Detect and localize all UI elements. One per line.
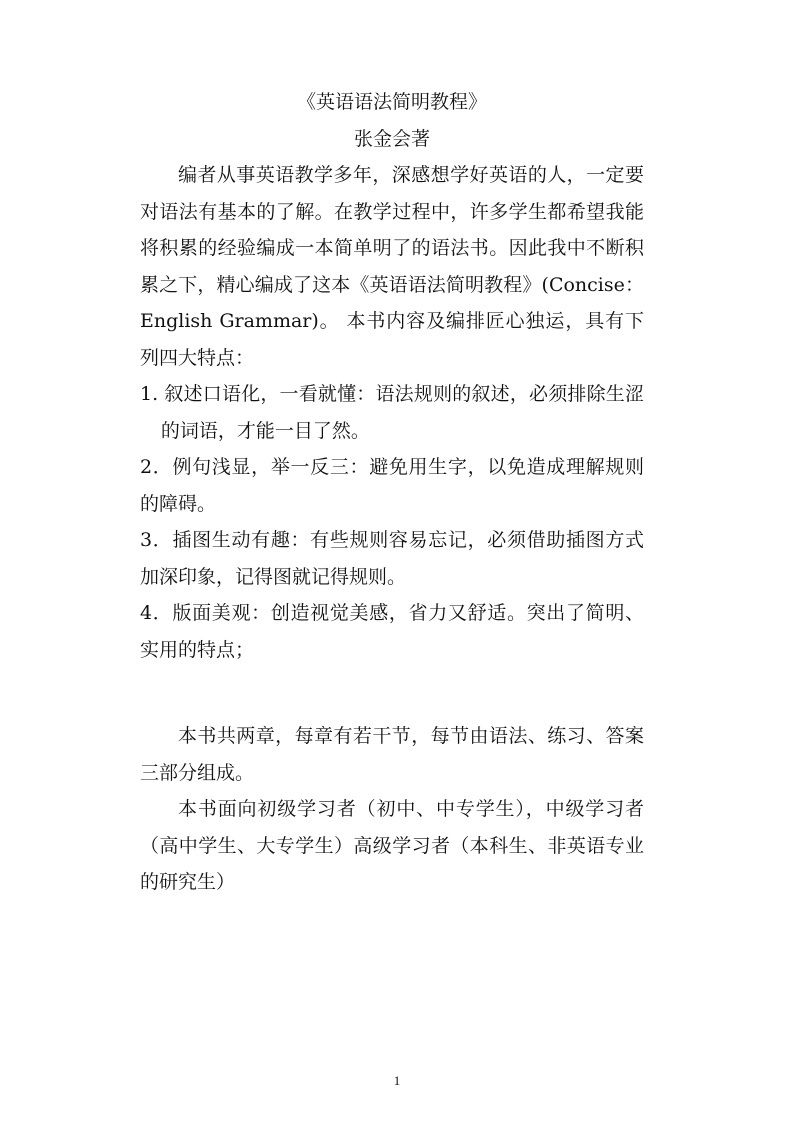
paragraph-gap [140,668,644,718]
page-number: 1 [393,1073,401,1088]
intro-paragraph: 编者从事英语教学多年，深感想学好英语的人，一定要对语法有基本的了解。在教学过程中，许多学生都希望我能将积累的经验编成一本简单明了的语法书。因此我中不断积累之下，精心编成了这本《英语语法简明教程》(Concise：English Grammar)。 本书内容及编排匠心独运，具有下列四大特点： [140,164,644,369]
document-title: 《英语语法简明教程》 [296,91,487,113]
feature-item-1: 1. 叙述口语化，一看就懂：语法规则的叙述，必须排除生涩的词语，才能一目了然。 [140,383,644,442]
author-line: 张金会著 [353,127,430,150]
feature-item-4: 4．版面美观：创造视觉美感，省力又舒适。突出了简明、实用的特点； [140,602,644,661]
feature-item-3: 3．插图生动有趣：有些规则容易忘记，必须借助插图方式加深印象，记得图就记得规则。 [140,529,644,588]
feature-item-2: 2．例句浅显，举一反三：避免用生字，以免造成理解规则的障碍。 [140,456,644,515]
page-content [140,84,644,901]
audience-paragraph: 本书面向初级学习者（初中、中专学生），中级学习者（高中学生、大专学生）高级学习者（本科生、非英语专业的研究生） [140,798,644,893]
structure-paragraph: 本书共两章，每章有若干节，每节由语法、练习、答案三部分组成。 [140,725,644,784]
